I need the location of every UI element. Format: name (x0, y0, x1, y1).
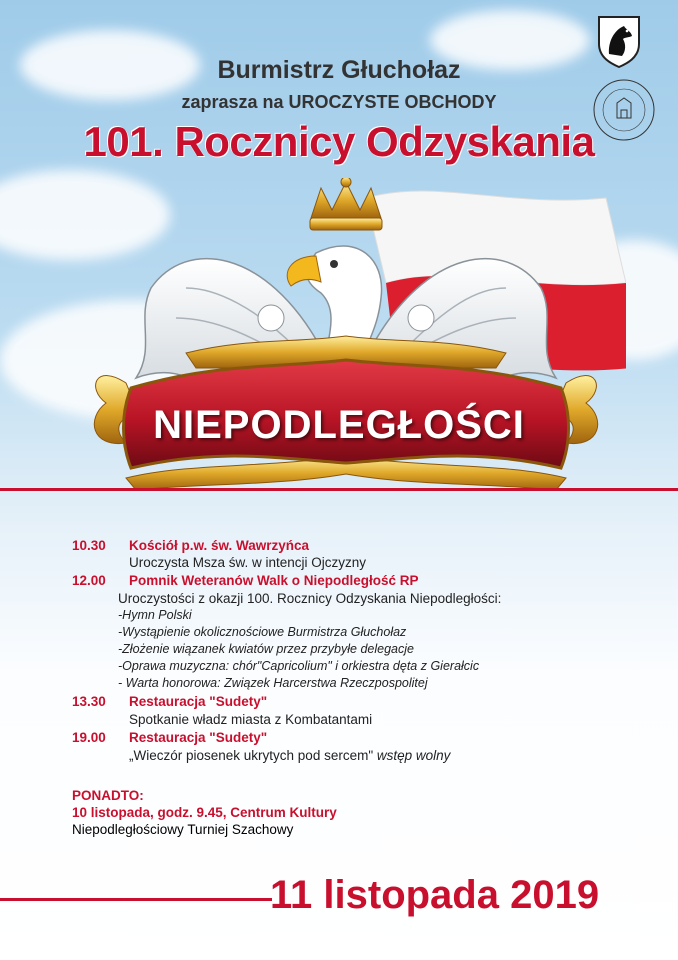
event-place: Restauracja "Sudety" (129, 730, 268, 745)
event-description-main: „Wieczór piosenek ukrytych pod sercem" (129, 748, 377, 763)
event-description-note: wstęp wolny (376, 748, 451, 763)
additional-events (72, 787, 337, 838)
program-item (72, 624, 632, 641)
banner-title: NIEPODLEGŁOŚCI (153, 403, 525, 447)
event-place: Pomnik Weteranów Walk o Niepodległość RP (129, 573, 419, 588)
invite-event: UROCZYSTE OBCHODY (288, 92, 497, 112)
event-date: 11 listopada 2019 (270, 873, 600, 917)
schedule-row (72, 693, 632, 710)
event-description: Spotkanie władz miasta z Kombatantami (129, 712, 373, 727)
event-place: Kościół p.w. św. Wawrzyńca (129, 538, 310, 553)
schedule-row (72, 572, 632, 589)
event-time: 10.30 (72, 538, 106, 553)
event-time: 13.30 (72, 694, 106, 709)
program-item-text: -Wystąpienie okolicznościowe Burmistrza Głuchołaz (118, 625, 407, 639)
event-place: Restauracja "Sudety" (129, 694, 268, 709)
event-description (129, 747, 450, 764)
program-item-text: - Warta honorowa: Związek Harcerstwa Rzeczpospolitej (118, 676, 428, 690)
program-item (72, 675, 632, 692)
program-item-text: -Hymn Polski (118, 608, 192, 622)
program-item-text: -Oprawa muzyczna: chór"Capricolium" i orkiestra dęta z Gierałcic (118, 659, 480, 673)
program-item-text: -Złożenie wiązanek kwiatów przez przybyłe delegacje (118, 642, 414, 656)
program-item (72, 641, 632, 658)
program-item (72, 658, 632, 675)
town-coat-of-arms-icon (596, 14, 642, 68)
schedule-row (72, 537, 632, 554)
invite-line (0, 92, 678, 113)
schedule-row (72, 747, 632, 764)
invite-prefix: zaprasza na (181, 92, 289, 112)
organizer-line: Burmistrz Głuchołaz (217, 56, 461, 84)
additional-date: 10 listopada, godz. 9.45, Centrum Kultury (72, 805, 337, 820)
schedule-row (72, 554, 632, 571)
cultural-centre-seal-icon (584, 70, 664, 150)
event-time: 19.00 (72, 730, 106, 745)
event-description: Uroczystości z okazji 100. Rocznicy Odzyskania Niepodległości: (118, 591, 502, 606)
additional-heading: PONADTO: (72, 788, 144, 803)
national-emblem-graphic (66, 178, 626, 498)
schedule (72, 537, 632, 764)
schedule-row (72, 590, 632, 607)
schedule-row (72, 729, 632, 746)
additional-description: Niepodległościowy Turniej Szachowy (72, 822, 294, 837)
page-title: 101. Rocznicy Odzyskania (83, 118, 595, 165)
schedule-row (72, 711, 632, 728)
event-time: 12.00 (72, 573, 106, 588)
eagle-crown (310, 178, 382, 230)
program-item (72, 607, 632, 624)
divider-line (0, 488, 678, 491)
event-description: Uroczysta Msza św. w intencji Ojczyzny (129, 555, 367, 570)
footer-line (0, 898, 272, 901)
